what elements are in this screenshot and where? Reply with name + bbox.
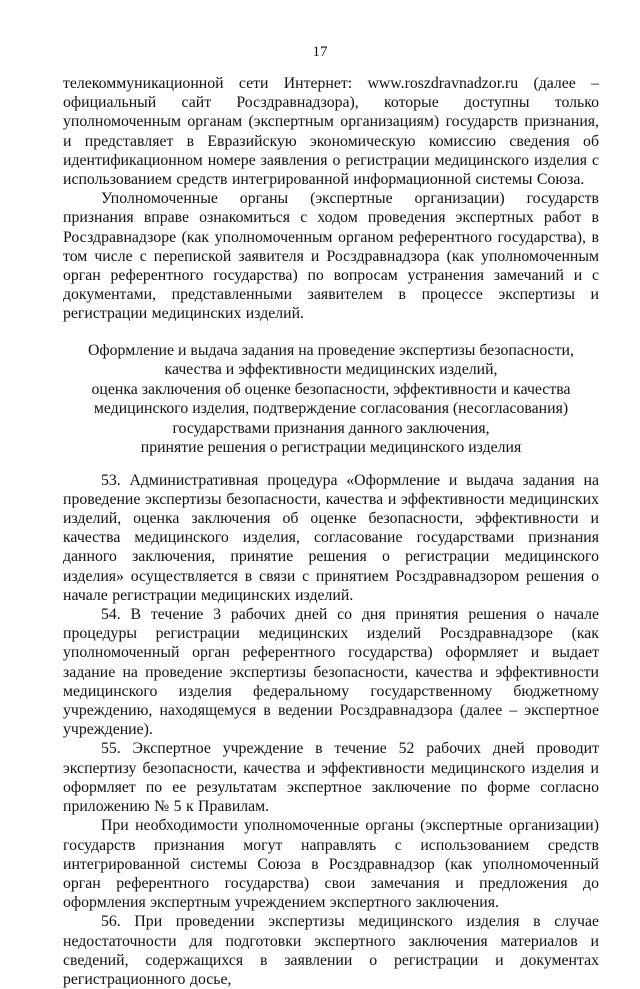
paragraph-56: 56. При проведении экспертизы медицинского изделия в случае недостаточности для подготовки экспертного заключения материалов и сведений, содержащихся в заявлении о регистрации и документах регистрационного досье, (63, 913, 599, 988)
section-heading-line: принятие решения о регистрации медицинского изделия (140, 439, 522, 457)
section-heading-line: Оформление и выдача задания на проведение экспертизы безопасности, (88, 341, 574, 359)
paragraph: телекоммуникационной сети Интернет: www.roszdravnadzor.ru (далее – официальный сайт Росздравнадзора), которые доступны только уполномоченным органам (экспертным организациям) государств признания, и представляет в Евразийскую экономическую комиссию сведения об идентификационном номере заявления о регистрации медицинского изделия с использованием средств интегрированной информационной системы Союза. (63, 75, 599, 189)
paragraph: Уполномоченные органы (экспертные организации) государств признания вправе ознакомиться с ходом проведения экспертных работ в Росздравнадзоре (как уполномоченным органом референтного государства), в том числе с перепиской заявителя и Росздравнадзора (как уполномоченным орган референтного государства) по вопросам устранения замечаний и с документами, представленными заявителем в процессе экспертизы и регистрации медицинских изделий. (63, 190, 599, 323)
section-heading-line: оценка заключения об оценке безопасности, эффективности и качества (91, 380, 571, 398)
section-heading-line: государствами признания данного заключения, (172, 419, 490, 437)
document-body (63, 74, 599, 989)
section-heading-line: медицинского изделия, подтверждение согласования (несогласования) (93, 400, 569, 418)
paragraph-54: 54. В течение 3 рабочих дней со дня принятия решения о начале процедуры регистрации медицинских изделий Росздравнадзоре (как уполномоченный орган референтного государства) оформляет и выдает задание на проведение экспертизы безопасности, качества и эффективности медицинского изделия федеральному государственному бюджетному учреждению, находящемуся в ведении Росздравнадзора (далее – экспертное учреждение). (63, 606, 599, 739)
paragraph-55-continuation: При необходимости уполномоченные органы (экспертные организации) государств признания могут направлять с использованием средств интегрированной системы Союза в Росздравнадзор (как уполномоченный орган референтного государства) свои замечания и предложения до оформления экспертным учреждением экспертного заключения. (63, 817, 599, 912)
paragraph-55: 55. Экспертное учреждение в течение 52 рабочих дней проводит экспертизу безопасности, качества и эффективности медицинского изделия и оформляет по ее результатам экспертное заключение по форме согласно приложению № 5 к Правилам. (63, 740, 599, 816)
section-heading-line: качества и эффективности медицинских изделий, (164, 361, 498, 379)
section-heading (63, 341, 599, 458)
paragraph-53: 53. Административная процедура «Оформление и выдача задания на проведение экспертизы безопасности, качества и эффективности медицинских изделий, оценка заключения об оценке безопасности, эффективности и качества медицинского изделия, согласование государствами признания данного заключения, принятие решения о регистрации медицинского изделия» осуществляется в связи с принятием Росздравнадзором решения о начале регистрации медицинских изделий. (63, 471, 599, 604)
page-number: 17 (312, 44, 328, 60)
